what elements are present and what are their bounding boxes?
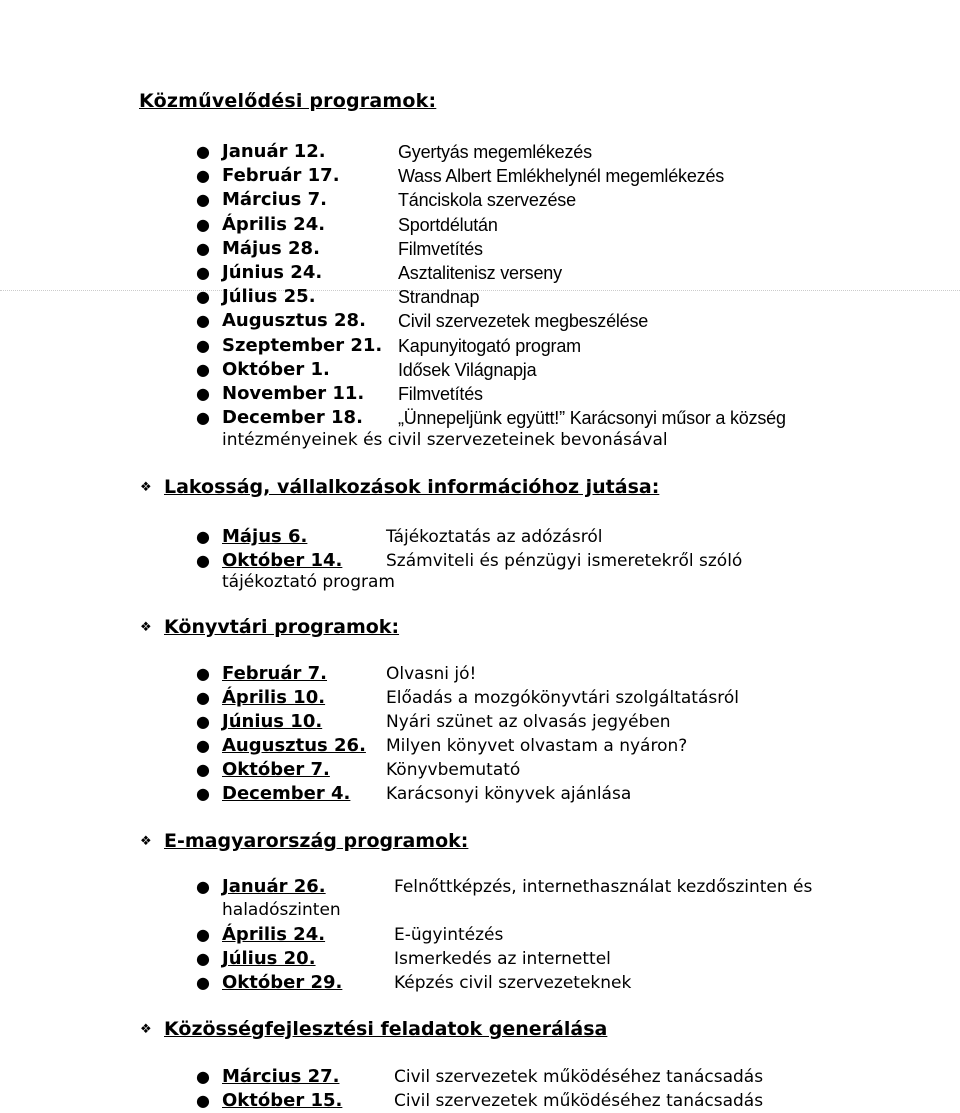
bullet-icon: ● (196, 166, 210, 186)
item-date: Január 26. (222, 876, 326, 897)
item-description: Civil szervezetek működéséhez tanácsadás (394, 1091, 764, 1111)
bullet-icon: ● (196, 238, 210, 258)
item-description: Civil szervezetek működéséhez tanácsadás (394, 1067, 764, 1087)
item-date: November 11. (222, 382, 365, 404)
item-date: Június 10. (222, 711, 323, 732)
bullet-icon: ● (196, 214, 210, 234)
item-date: Február 17. (222, 165, 340, 187)
diamond-bullet-icon: ❖ (140, 834, 152, 849)
bullet-icon: ● (196, 973, 210, 992)
item-description: Filmvetítés (398, 238, 483, 259)
bullet-icon: ● (196, 1067, 210, 1086)
bullet-icon: ● (196, 784, 210, 803)
item-description: Képzés civil szervezeteknek (394, 973, 632, 993)
item-date: Január 12. (222, 141, 326, 162)
item-date: Szeptember 21. (222, 334, 383, 356)
item-date: Augusztus 26. (222, 735, 366, 756)
item-description: Filmvetítés (398, 383, 483, 404)
item-description: Kapunyitogató program (398, 335, 581, 356)
bullet-icon: ● (196, 190, 210, 210)
page-title: Közművelődési programok: (139, 90, 437, 112)
bullet-icon: ● (196, 551, 210, 570)
bullet-icon: ● (196, 335, 210, 355)
item-date: Április 24. (222, 924, 326, 945)
bullet-icon: ● (196, 760, 210, 779)
diamond-bullet-icon: ❖ (140, 1022, 152, 1037)
main-events-continuation: intézményeinek és civil szervezeteinek bevonásával (222, 430, 668, 450)
bullet-icon: ● (196, 359, 210, 379)
bullet-icon: ● (196, 664, 210, 683)
section-emagyarorszag-continuation: haladószinten (222, 900, 341, 920)
item-date: Október 14. (222, 550, 343, 571)
bullet-icon: ● (196, 383, 210, 403)
item-description: Strandnap (398, 287, 480, 308)
item-date: Július 25. (222, 286, 316, 308)
item-description: E-ügyintézés (394, 925, 504, 945)
item-date: Október 1. (222, 358, 330, 380)
item-description: Gyertyás megemlékezés (398, 142, 592, 162)
item-description: Milyen könyvet olvastam a nyáron? (386, 736, 688, 756)
item-date: Május 6. (222, 526, 308, 547)
item-description: Asztalitenisz verseny (398, 262, 562, 283)
bullet-icon: ● (196, 1091, 210, 1110)
bullet-icon: ● (196, 262, 210, 282)
item-description: Sportdélután (398, 214, 498, 235)
bullet-icon: ● (196, 287, 210, 307)
bullet-icon: ● (196, 142, 210, 161)
bullet-icon: ● (196, 311, 210, 331)
bullet-icon: ● (196, 877, 210, 896)
bullet-icon: ● (196, 688, 210, 707)
bullet-icon: ● (196, 527, 210, 546)
item-description: Számviteli és pénzügyi ismeretekről szóló (386, 551, 743, 571)
item-date: Október 7. (222, 759, 330, 780)
item-date: December 18. (222, 407, 363, 429)
item-description: Tájékoztatás az adózásról (386, 527, 603, 547)
item-description: Felnőttképzés, internethasználat kezdőszinten és (394, 877, 813, 897)
item-date: Október 15. (222, 1090, 343, 1111)
item-description: Tánciskola szervezése (398, 190, 576, 211)
section-heading-kozossegfejlesztes: ❖ Közösségfejlesztési feladatok generálása (140, 1018, 608, 1040)
bullet-icon: ● (196, 408, 210, 428)
item-description: Könyvbemutató (386, 760, 521, 780)
section-lakossag-continuation: tájékoztató program (222, 572, 395, 592)
item-date: Március 27. (222, 1066, 340, 1087)
item-date: Április 10. (222, 687, 326, 708)
item-description: Civil szervezetek megbeszélése (398, 311, 649, 332)
item-date: December 4. (222, 783, 351, 804)
item-date: Február 7. (222, 663, 328, 684)
item-date: Június 24. (222, 261, 323, 283)
diamond-bullet-icon: ❖ (140, 480, 152, 495)
item-date: Október 29. (222, 972, 343, 993)
item-description: Ismerkedés az internettel (394, 949, 611, 969)
item-date: Március 7. (222, 189, 327, 211)
item-description: Előadás a mozgókönyvtári szolgáltatásról (386, 688, 739, 708)
item-description: Olvasni jó! (386, 664, 477, 684)
section-heading-lakossag: ❖ Lakosság, vállalkozások információhoz jutása: (140, 476, 660, 498)
scan-artifact-line (0, 290, 960, 291)
item-date: Május 28. (222, 237, 320, 259)
bullet-icon: ● (196, 712, 210, 731)
section-heading-emagyarorszag: ❖ E-magyarország programok: (140, 830, 469, 852)
item-description: Nyári szünet az olvasás jegyében (386, 712, 671, 732)
diamond-bullet-icon: ❖ (140, 620, 152, 635)
item-description: Idősek Világnapja (398, 359, 537, 380)
bullet-icon: ● (196, 949, 210, 968)
item-date: Április 24. (222, 213, 326, 235)
item-description: Wass Albert Emlékhelynél megemlékezés (398, 166, 725, 187)
item-description: Karácsonyi könyvek ajánlása (386, 784, 632, 804)
bullet-icon: ● (196, 925, 210, 944)
bullet-icon: ● (196, 736, 210, 755)
section-heading-konyvtar: ❖ Könyvtári programok: (140, 616, 400, 638)
item-date: Augusztus 28. (222, 310, 366, 332)
item-date: Július 20. (222, 948, 316, 969)
item-description: „Ünnepeljünk együtt!” Karácsonyi műsor a község (398, 408, 786, 429)
